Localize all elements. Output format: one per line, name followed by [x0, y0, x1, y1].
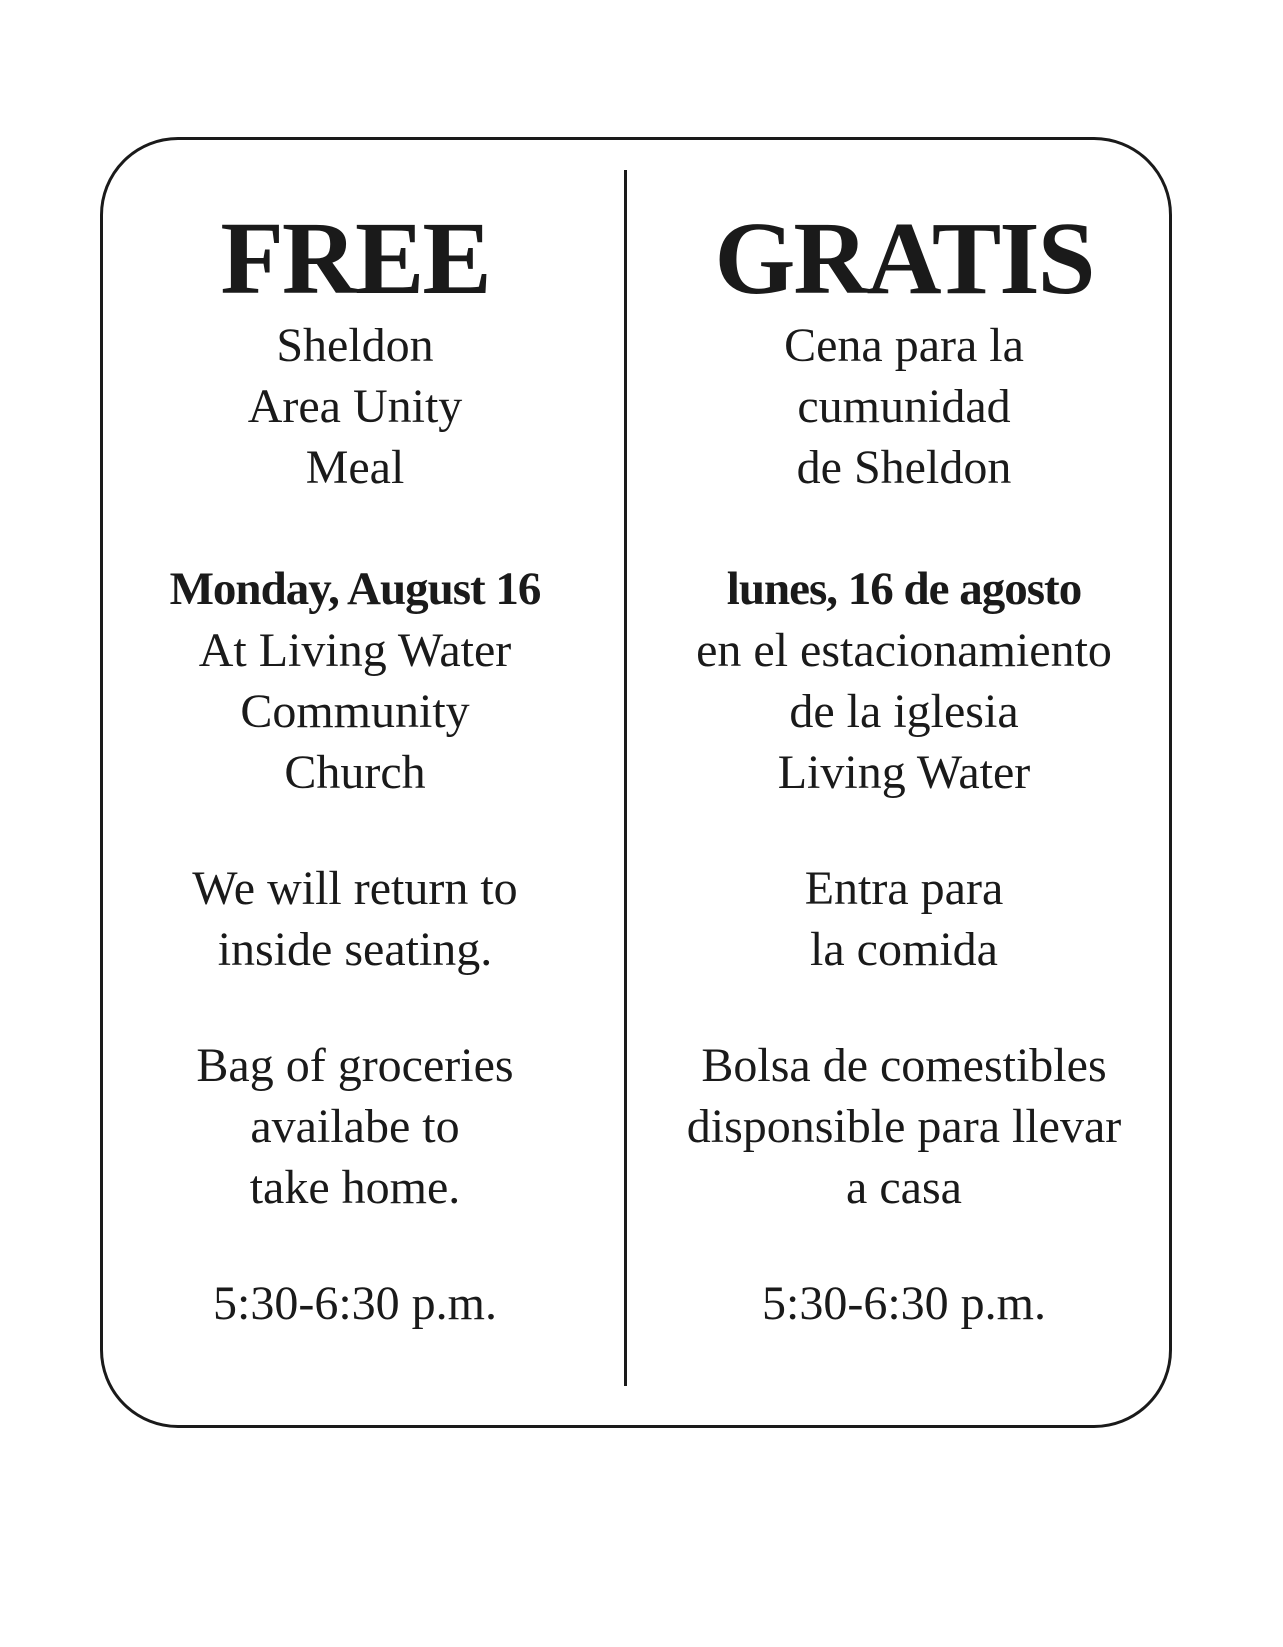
- seating-line: la comida: [810, 923, 998, 976]
- groceries-line: availabe to: [250, 1100, 460, 1153]
- seating-line: Entra para: [804, 862, 1004, 915]
- event-date: Monday, August 16: [169, 563, 541, 615]
- location-line: Community: [240, 685, 470, 738]
- event-line: de Sheldon: [796, 441, 1012, 494]
- location-line: en el estacionamiento: [696, 624, 1112, 677]
- event-time: 5:30-6:30 p.m.: [762, 1277, 1046, 1330]
- event-line: cumunidad: [797, 380, 1011, 433]
- headline-gratis: GRATIS: [714, 201, 1094, 316]
- location-line: Living Water: [777, 746, 1031, 799]
- event-line: Cena para la: [784, 319, 1024, 372]
- groceries-line: a casa: [846, 1161, 962, 1214]
- location-line: de la iglesia: [789, 685, 1019, 738]
- groceries-line: Bag of groceries: [196, 1039, 514, 1092]
- headline-free: FREE: [220, 201, 490, 316]
- column-divider: [624, 170, 627, 1386]
- groceries-line: disponsible para llevar: [686, 1100, 1122, 1153]
- groceries-line: Bolsa de comestibles: [701, 1039, 1107, 1092]
- event-date: lunes, 16 de agosto: [726, 563, 1082, 615]
- location-line: At Living Water: [198, 624, 512, 677]
- event-line: Sheldon: [276, 319, 434, 372]
- spanish-column: [636, 201, 1172, 1334]
- seating-line: We will return to: [192, 862, 518, 915]
- groceries-line: take home.: [249, 1161, 461, 1214]
- event-line: Area Unity: [247, 380, 463, 433]
- event-line: Meal: [305, 441, 405, 494]
- location-line: Church: [284, 746, 426, 799]
- event-time: 5:30-6:30 p.m.: [213, 1277, 497, 1330]
- english-column: [110, 201, 600, 1334]
- seating-line: inside seating.: [217, 923, 493, 976]
